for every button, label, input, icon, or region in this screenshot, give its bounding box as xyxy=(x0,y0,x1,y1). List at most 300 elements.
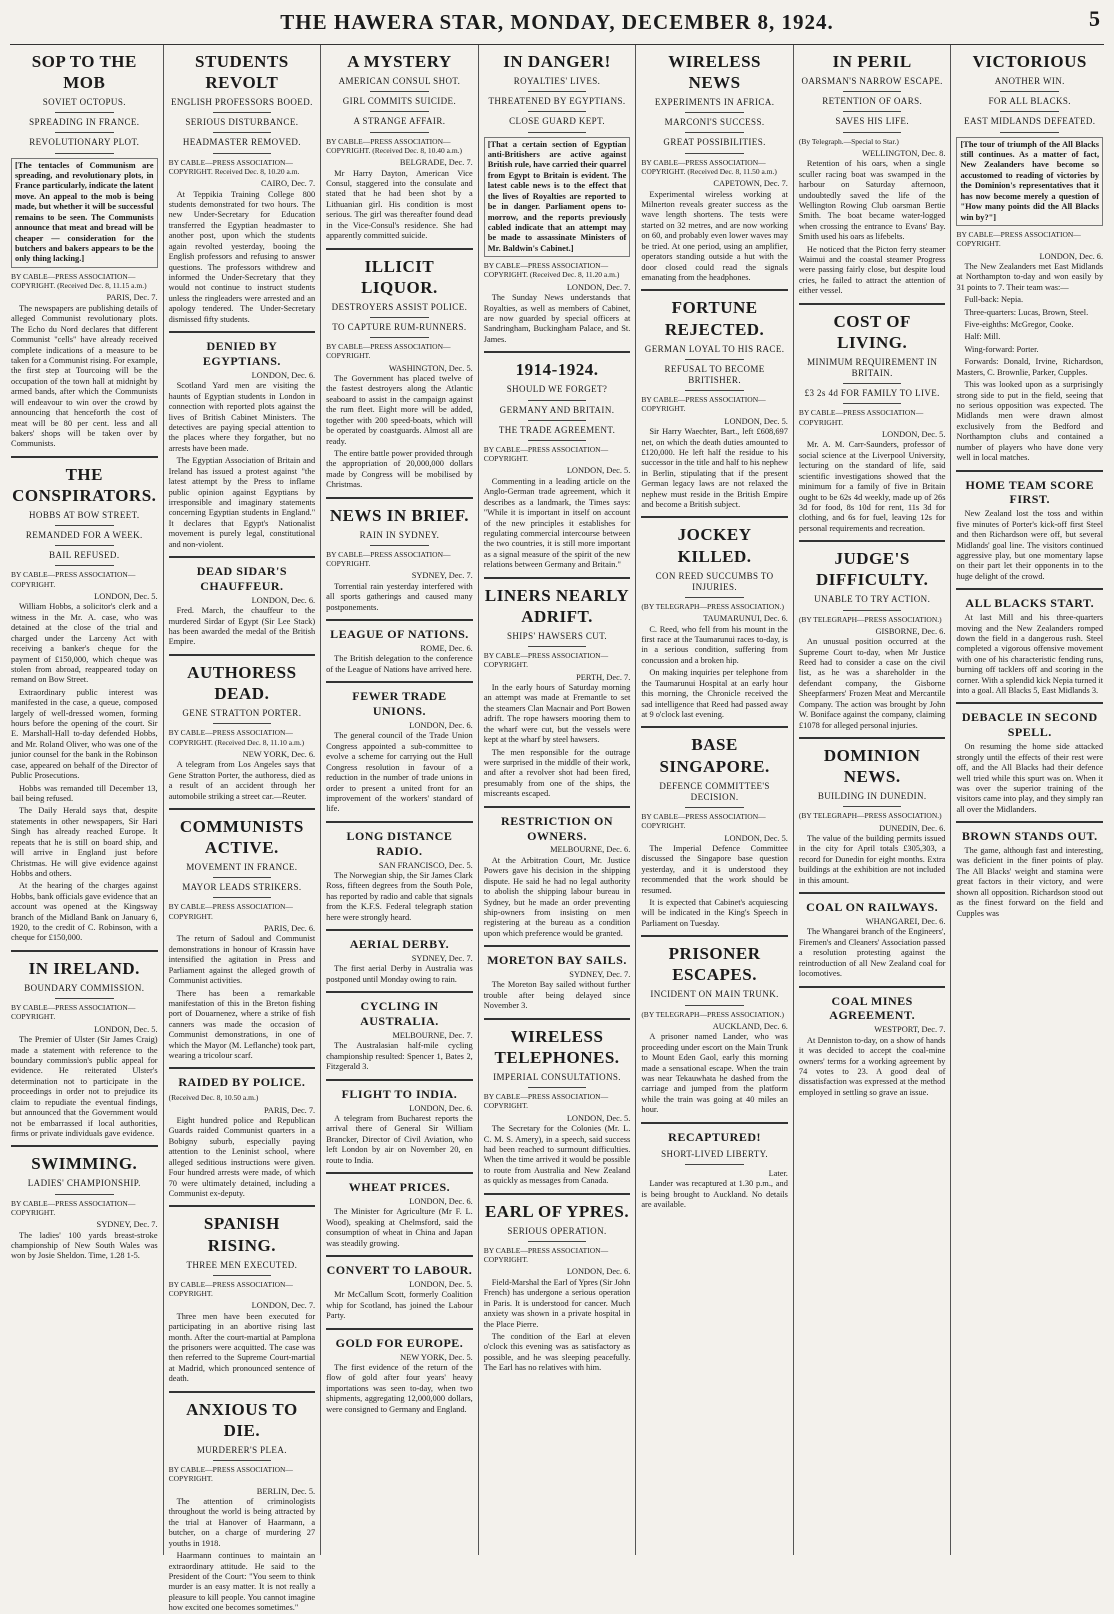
article-paragraph: He noticed that the Picton ferry steamer Waimui and the coastal steamer Progress were passing fairly close, but despite loud cries, he failed to attract the attention of either vessel. xyxy=(798,244,946,296)
article xyxy=(326,1172,473,1249)
article-headline: DOMINION NEWS. xyxy=(823,746,921,787)
article-subheading: DESTROYERS ASSIST POLICE. xyxy=(331,301,468,312)
divider xyxy=(55,998,114,999)
article-dateline: CAIRO, Dec. 7. xyxy=(260,179,316,189)
divider xyxy=(685,807,744,808)
article-paragraph: The Premier of Ulster (Sir James Craig) made a statement with reference to the boundary commission's public appeal for evidence. He reiterated Ulster's determination not to participate in the proceedings in order not to prejudice its claim to repudiate the eventual findings, but announced that the Government would not be embarrassed if local authorities, firms or private individuals gave evidence. xyxy=(11,1035,158,1138)
article xyxy=(799,51,946,297)
article-subheading: ROYALTIES' LIVES. xyxy=(513,76,601,87)
article-byline: BY CABLE—PRESS ASSOCIATION—COPYRIGHT. xyxy=(956,229,1081,249)
article-dateline: LONDON, Dec. 6. xyxy=(409,1103,473,1113)
article-subheading: SPREADING IN FRANCE. xyxy=(29,117,140,128)
article-separator xyxy=(799,303,946,305)
article-dateline: SYDNEY, Dec. 7. xyxy=(411,954,473,963)
article-paragraph: Half: Mill. xyxy=(964,332,1001,342)
article-dateline: WHANGAREI, Dec. 6. xyxy=(865,917,946,927)
article-subheading: ANOTHER WIN. xyxy=(994,76,1065,87)
article-separator xyxy=(169,556,316,558)
column xyxy=(6,45,164,1555)
divider xyxy=(528,111,587,112)
article-headline: LONG DISTANCE RADIO. xyxy=(346,828,453,858)
article-headline: BASE SINGAPORE. xyxy=(659,735,770,776)
article-separator xyxy=(641,1122,788,1124)
article-separator xyxy=(326,821,473,823)
article-paragraph: William Hobbs, a solicitor's clerk and a witness in the Mr. A. case, who was detained at the close of the trial and charged under the Larceny Act with receiving a banker's cheque for the payment of £150,000, which cheque was stolen from abroad, reappeared today on remand on Bow Street. xyxy=(11,602,158,685)
article-paragraph: The return of Sadoul and Communist demonstrations in honour of Krassin have intensified the agitation in Press and Parliament against the alleged growth of Communist activities. xyxy=(168,934,316,986)
article-dateline: LONDON, Dec. 5. xyxy=(409,1279,473,1289)
article xyxy=(169,331,316,550)
article-headline: IN PERIL xyxy=(832,52,912,71)
article-subheading: GERMANY AND BRITAIN. xyxy=(499,404,615,415)
article-headline: EARL OF YPRES. xyxy=(484,1201,630,1221)
article-headline: JOCKEY KILLED. xyxy=(677,525,752,566)
article-dateline: LONDON, Dec. 6. xyxy=(409,1196,473,1206)
article-byline: (BY TELEGRAPH—PRESS ASSOCIATION.) xyxy=(641,1009,785,1019)
article-subheading: THREATENED BY EGYPTIANS. xyxy=(488,96,626,107)
divider xyxy=(843,383,902,384)
article-dateline: LONDON, Dec. 7. xyxy=(251,1301,316,1311)
article-paragraph: The Norwegian ship, the Sir James Clark Ross, fifteen degrees from the South Pole, has reported by radio and cable that signals from the K.F.S. Federal telegraph station here were strongly heard. xyxy=(326,871,473,922)
divider xyxy=(213,112,272,113)
article-subheading: SERIOUS DISTURBANCE. xyxy=(185,117,299,128)
article xyxy=(169,654,316,802)
article-paragraph: A prisoner named Lander, who was proceeding under escort on the Main Trunk to Mount Eden Gaol, early this morning made a sensational escape. When the train was near Tekauwhata he dashed from the carriage and jumped from the platform while the train was going at 40 miles an hour. xyxy=(641,1032,788,1115)
article-byline: BY CABLE—PRESS ASSOCIATION—COPYRIGHT. xyxy=(641,395,766,414)
column xyxy=(164,45,322,1613)
divider xyxy=(843,403,902,404)
article-headline: PRISONER ESCAPES. xyxy=(668,944,761,985)
article-dateline: LONDON, Dec. 5. xyxy=(94,1024,158,1034)
divider xyxy=(685,390,744,391)
article-paragraph: The first evidence of the return of the flow of gold after four years' heavy importations was seen to-day, when two shipments, aggregating 12,000,000 dollars, were consigned to Germany and England. xyxy=(326,1362,473,1414)
article-headline: MORETON BAY SAILS. xyxy=(487,953,627,968)
article-headline: WHEAT PRICES. xyxy=(348,1180,451,1195)
article-subheading: INCIDENT ON MAIN TRUNK. xyxy=(650,989,779,1000)
article-headline: BROWN STANDS OUT. xyxy=(961,829,1098,844)
article-subheading: AMERICAN CONSUL SHOT. xyxy=(338,76,461,87)
article-dateline: NEW YORK, Dec. 6. xyxy=(242,749,316,759)
article-dateline: LONDON, Dec. 7. xyxy=(566,282,631,292)
divider xyxy=(213,723,272,724)
article-paragraph: Scotland Yard men are visiting the haunts of Egyptian students in London in connection with reported plots against the lives of British Cabinet Ministers. The detectives are paying special attention to the places where they forgather, but no arrests have been made. xyxy=(168,381,316,453)
article-intro: [The tentacles of Communism are spreading, and revolutionary plots, in France particularly, indicate the latent move. An appeal to the mob is being made, but whether it will be successful remains to be seen. The Communists announce that meat and bread will be cheaper — consideration for the butchers and bakers appears to be the only thing lacking.] xyxy=(11,158,158,268)
article-paragraph: The entire battle power provided through the appropriation of 20,000,000 dollars made by Congress will be mobilised by Christmas. xyxy=(326,448,473,490)
article-paragraph: Sir Harry Waechter, Bart., left £608,697 net, on which the death duties amounted to £120,000. He left half the residue to his successor in the title and half to his nephew in Berlin, stipulating that if the present German legacy laws are not relaxed the nephew must reside in the British Empire and become a British subject. xyxy=(641,427,788,510)
newspaper-title: THE HAWERA STAR, MONDAY, DECEMBER 8, 1924. xyxy=(280,9,834,34)
article xyxy=(799,986,946,1099)
article-headline: VICTORIOUS xyxy=(972,52,1087,71)
article-paragraph: At Denniston to-day, on a show of hands it was decided to accept the coal-mine owners' terms for a working agreement by 74 votes to 23. A good deal of dissatisfaction was expressed at the method employed in settling so grave an issue. xyxy=(798,1035,946,1097)
article-paragraph: There has been a remarkable manifestation of this in the Breton fishing port of Douarnenez, where a strike of fish canners was made the occasion of Communist demonstrations, in one of which the Mayor (M. Leflanche) took part, wearing a tricolour scarf. xyxy=(168,988,316,1061)
article-paragraph: Field-Marshal the Earl of Ypres (Sir John French) has undergone a serious operation in Paris. It is understood for cancer. Much anxiety was shown in a private hospital in the Place Pierre. xyxy=(483,1277,631,1329)
article xyxy=(484,351,631,570)
divider xyxy=(55,132,114,133)
article-paragraph: The Whangarei branch of the Engineers', Firemen's and Cleaners' Association passed a resolution protesting against the reintroduction of all New Zealand coal for locomotives. xyxy=(798,927,946,979)
article-subheading: MURDERER'S PLEA. xyxy=(196,1444,287,1455)
article-headline: RECAPTURED! xyxy=(668,1129,762,1144)
article-separator xyxy=(11,950,158,952)
article xyxy=(326,619,473,675)
divider xyxy=(213,153,272,154)
article-dateline: PARIS, Dec. 7. xyxy=(106,293,158,303)
article xyxy=(956,702,1103,815)
divider xyxy=(370,111,429,112)
article-headline: COMMUNISTS ACTIVE. xyxy=(179,816,304,857)
article xyxy=(11,456,158,944)
article-paragraph: New Zealand lost the toss and within five minutes of Porter's kick-off first Steel and then Richardson were off, but several Midlands' goal line. The visitors continued aggressive play, but one momentary lapse on their part let their opponents in to the huge delight of the crowd. xyxy=(956,509,1104,581)
article-byline: BY CABLE—PRESS ASSOCIATION—COPYRIGHT. xyxy=(168,1279,293,1299)
article-paragraph: Hobbs was remanded till December 13, bail being refused. xyxy=(11,783,158,803)
divider xyxy=(55,1194,114,1195)
divider xyxy=(685,359,744,360)
article-subheading: £3 2s 4d FOR FAMILY TO LIVE. xyxy=(804,388,940,399)
article-dateline: LONDON, Dec. 6. xyxy=(566,1267,631,1277)
divider xyxy=(685,597,744,598)
newspaper-columns xyxy=(6,45,1108,1613)
article xyxy=(641,51,788,283)
article-paragraph: The attention of criminologists throughout the world is being attracted by the trial at Hanover of Haarmann, a butcher, on a charge of murdering 27 youths in 1918. xyxy=(168,1497,316,1548)
divider xyxy=(843,610,902,611)
article-headline: SWIMMING. xyxy=(31,1154,138,1174)
article-separator xyxy=(326,1328,473,1330)
article-paragraph: On resuming the home side attacked strongly until the effects of their rest were off, and the All Blacks had their defence well tried while this spurt was on. When it was over the superior training of the visitors came into play, and they simply ran all over the Midlanders. xyxy=(956,742,1104,814)
article xyxy=(641,1122,788,1211)
article-paragraph: Fred. March, the chauffeur to the murdered Sirdar of Egypt (Sir Lee Stack) has been awarded the medal of the British Empire. xyxy=(168,606,316,647)
article-paragraph: The New Zealanders met East Midlands at Northampton to-day and won easily by 31 points to 7. Their team was:— xyxy=(956,261,1104,292)
article-headline: ALL BLACKS START. xyxy=(965,596,1095,611)
article xyxy=(641,726,788,929)
article-separator xyxy=(484,945,631,947)
article-separator xyxy=(326,1255,473,1257)
article-separator xyxy=(641,726,788,728)
article-byline: (By Telegraph.—Special to Star.) xyxy=(798,136,899,146)
article-separator xyxy=(799,892,946,894)
article-paragraph: The value of the building permits issued in the city for April totals £305,303, a record for Dunedin for eight months. Extra buildings at the exhibition are not included in this amount. xyxy=(798,834,946,885)
article-byline: BY CABLE—PRESS ASSOCIATION—COPYRIGHT. xyxy=(483,1245,609,1265)
divider xyxy=(370,132,429,133)
article-subheading: CLOSE GUARD KEPT. xyxy=(509,116,605,127)
article-byline: BY CABLE—PRESS ASSOCIATION—COPYRIGHT. xyxy=(798,408,924,427)
divider xyxy=(528,440,587,441)
article xyxy=(956,470,1103,583)
article-separator xyxy=(484,351,631,353)
divider xyxy=(528,646,587,647)
article-separator xyxy=(956,702,1103,704)
article-dateline: SYDNEY, Dec. 7. xyxy=(569,970,631,980)
article-byline: BY CABLE—PRESS ASSOCIATION—COPYRIGHT. (Received Dec. 8, 10.40 a.m.) xyxy=(326,136,463,155)
divider xyxy=(370,317,429,318)
divider xyxy=(55,153,114,154)
article-paragraph: The Sunday News understands that Royalties, as well as members of Cabinet, are now guarded by special officers at Sandringham, Buckingham Palace, and St. James. xyxy=(483,293,631,344)
article-dateline: PARIS, Dec. 7. xyxy=(264,1105,316,1115)
article xyxy=(799,892,946,979)
article-dateline: BERLIN, Dec. 5. xyxy=(256,1486,316,1496)
divider xyxy=(213,1460,272,1461)
article xyxy=(326,681,473,815)
article-byline: BY CABLE—PRESS ASSOCIATION—COPYRIGHT. (Received Dec. 8, 11.15 a.m.) xyxy=(11,271,147,291)
article-headline: FEWER TRADE UNIONS. xyxy=(352,689,447,719)
article-separator xyxy=(326,1172,473,1174)
article-paragraph: Full-back: Nepia. xyxy=(964,295,1024,305)
divider xyxy=(370,545,429,546)
article xyxy=(956,821,1103,919)
article-separator xyxy=(326,497,473,499)
divider xyxy=(843,806,902,807)
article-separator xyxy=(169,654,316,656)
article-subheading: BAIL REFUSED. xyxy=(49,550,120,561)
article-headline: SPANISH RISING. xyxy=(203,1214,280,1255)
article-byline: (BY TELEGRAPH—PRESS ASSOCIATION.) xyxy=(641,601,785,611)
article-separator xyxy=(799,737,946,739)
article-headline: ILLICIT LIQUOR. xyxy=(361,256,438,297)
article-byline: BY CABLE—PRESS ASSOCIATION—COPYRIGHT. xyxy=(483,444,609,464)
article-paragraph: At last Mill and his three-quarters moving and the New Zealanders romped down the field in a dangerous rush. Steel completed a vigorous offensive movement with one of his characteristic fending runs, burning off tacklers off and scoring in the corner. With a splendid kick Nepia turned it into a goal. All Blacks 5, East Midlands 3. xyxy=(956,613,1104,696)
article-subheading: THE TRADE AGREEMENT. xyxy=(498,424,616,435)
article-paragraph: Eight hundred police and Republican Guards raided Communist quarters in a Bobigny suburb, especially paying attention to the Leninist school, where alleged seditious instructions were given. Four hundred arrests were made, of which 70 were ultimately detained, including a Communist ex-deputy. xyxy=(168,1116,316,1199)
divider xyxy=(528,132,587,133)
article-byline: BY CABLE—PRESS ASSOCIATION—COPYRIGHT. xyxy=(168,902,293,921)
article-dateline: DUNEDIN, Dec. 6. xyxy=(879,823,946,833)
article-headline: LINERS NEARLY ADRIFT. xyxy=(484,585,630,626)
article-separator xyxy=(799,986,946,988)
article-dateline: LONDON, Dec. 5. xyxy=(724,416,788,426)
article-dateline: WELLINGTON, Dec. 8. xyxy=(862,148,946,158)
divider xyxy=(685,1164,744,1165)
article-byline: BY CABLE—PRESS ASSOCIATION—COPYRIGHT. xyxy=(11,1003,136,1022)
article-dateline: ROME, Dec. 6. xyxy=(420,644,473,654)
article-subheading: SOVIET OCTOPUS. xyxy=(42,97,126,108)
article-paragraph: On making inquiries per telephone from the Taumarunui Hospital at an early hour this morning, the Chronicle received the sad intelligence that Reed had passed away at 9 o'clock last evening. xyxy=(641,668,788,720)
article xyxy=(956,51,1103,464)
article-subheading: CON REED SUCCUMBS TO INJURIES. xyxy=(655,570,774,592)
article-dateline: Later. xyxy=(768,1168,788,1178)
article xyxy=(799,540,946,731)
article-headline: GOLD FOR EUROPE. xyxy=(335,1335,464,1350)
article-dateline: LONDON, Dec. 5. xyxy=(566,466,631,476)
column xyxy=(794,45,952,1555)
article-separator xyxy=(641,516,788,518)
article-dateline: LONDON, Dec. 6. xyxy=(251,370,316,380)
article-subheading: GENE STRATTON PORTER. xyxy=(182,708,302,719)
article xyxy=(956,588,1103,696)
article-dateline: PERTH, Dec. 7. xyxy=(576,672,631,682)
masthead xyxy=(10,0,1104,45)
article-dateline: SYDNEY, Dec. 7. xyxy=(96,1220,158,1230)
article xyxy=(641,935,788,1115)
article-subheading: REVOLUTIONARY PLOT. xyxy=(29,137,140,148)
article-subheading: OARSMAN'S NARROW ESCAPE. xyxy=(801,76,943,87)
article-separator xyxy=(169,1067,316,1069)
article-dateline: PARIS, Dec. 6. xyxy=(264,923,316,933)
article-subheading: BOUNDARY COMMISSION. xyxy=(24,982,145,993)
article-byline: (Received Dec. 8, 10.50 a.m.) xyxy=(168,1093,259,1103)
article xyxy=(799,737,946,886)
article-paragraph: The condition of the Earl at eleven o'clock this evening was as satisfactory as possible, and he was sleeping peacefully. The Earl has no relatives with him. xyxy=(483,1331,631,1373)
article-separator xyxy=(326,929,473,931)
article-byline: BY CABLE—PRESS ASSOCIATION—COPYRIGHT. Received Dec. 8, 10.20 a.m. xyxy=(168,157,300,176)
article-paragraph: At Teppikia Training College 800 students demonstrated for two hours. The new Under-Secretary for Education transferred the Egyptian headmaster to another post, upon which the students again revolted yesterday, booing the English professors and refusing to answer questions. The professors withdrew and informed the Under-Secretary that they would not continue to instruct students unless the ringleaders were arrested and an apology tendered. The Under-Secretary dismissed fifty students. xyxy=(168,189,316,324)
divider xyxy=(1000,132,1059,133)
article-byline: BY CABLE—PRESS ASSOCIATION—COPYRIGHT. (Received Dec. 8, 11.20 a.m.) xyxy=(483,261,620,280)
article-paragraph: Torrential rain yesterday interfered with all sports gatherings and caused many postponements. xyxy=(326,581,473,612)
article xyxy=(11,1145,158,1262)
article-headline: HOME TEAM SCORE FIRST. xyxy=(965,477,1095,507)
article-subheading: SHOULD WE FORGET? xyxy=(506,384,608,395)
article-headline: THE CONSPIRATORS. xyxy=(12,464,157,505)
article-paragraph: Haarmann continues to maintain an extraordinary attitude. He said to the President of the Court: "You seem to think murder is an easy matter. It is not really a pleasure to kill people. You cannot imagine how excited one becomes sometimes." xyxy=(168,1551,316,1613)
article-dateline: MELBOURNE, Dec. 6. xyxy=(550,845,631,855)
article xyxy=(169,808,316,1062)
article-paragraph: Mr. A. M. Carr-Saunders, professor of social science at the Liverpool University, lecturing on the standard of life, said scientific investigations showed that the minimum for a family of five in Britain ought to be 62s 4d weekly, made up of 26s 3d for food, 8s 10d for rent, 11s 3d for clothing, and 6s for fuel, leaving 12s for personal requirements and recreation. xyxy=(798,440,946,533)
article-separator xyxy=(326,681,473,683)
article-subheading: MAYOR LEADS STRIKERS. xyxy=(182,882,302,893)
article xyxy=(326,1079,473,1166)
article-headline: AERIAL DERBY. xyxy=(349,937,450,952)
article-byline: BY CABLE—PRESS ASSOCIATION—COPYRIGHT. xyxy=(483,650,609,670)
article-headline: NEWS IN BRIEF. xyxy=(329,505,469,525)
article-subheading: MOVEMENT IN FRANCE. xyxy=(186,862,298,873)
page-number: 5 xyxy=(1089,6,1100,31)
article-separator xyxy=(484,1018,631,1020)
article-byline: BY CABLE—PRESS ASSOCIATION—COPYRIGHT. (Received Dec. 8, 11.10 a.m.) xyxy=(168,728,305,747)
article-subheading: GIRL COMMITS SUICIDE. xyxy=(342,96,457,107)
article-dateline: WESTPORT, Dec. 7. xyxy=(874,1025,946,1035)
column xyxy=(636,45,794,1555)
article xyxy=(11,950,158,1139)
article xyxy=(484,945,631,1012)
article-subheading: LADIES' CHAMPIONSHIP. xyxy=(27,1178,141,1189)
article-subheading: IMPERIAL CONSULTATIONS. xyxy=(493,1071,621,1082)
article-separator xyxy=(956,588,1103,590)
article xyxy=(484,1193,631,1374)
article-headline: DEBACLE IN SECOND SPELL. xyxy=(961,710,1098,740)
divider xyxy=(55,112,114,113)
article xyxy=(169,556,316,648)
article-paragraph: It is expected that Cabinet's acquiescing will be indicated in the King's Speech in Parliament on Tuesday. xyxy=(641,898,788,928)
article-subheading: SHORT-LIVED LIBERTY. xyxy=(661,1148,769,1159)
article-headline: FLIGHT TO INDIA. xyxy=(341,1086,458,1101)
article-separator xyxy=(484,1193,631,1195)
article xyxy=(484,51,631,345)
article-subheading: REFUSAL TO BECOME BRITISHER. xyxy=(664,363,765,385)
divider xyxy=(213,877,272,878)
divider xyxy=(685,112,744,113)
article-separator xyxy=(326,991,473,993)
article-headline: RESTRICTION ON OWNERS. xyxy=(501,813,614,843)
article-subheading: HEADMASTER REMOVED. xyxy=(182,137,301,148)
article-headline: RAIDED BY POLICE. xyxy=(178,1075,306,1090)
article-paragraph: The Moreton Bay sailed without further trouble after being delayed since November 3. xyxy=(483,980,631,1011)
article-subheading: SERIOUS OPERATION. xyxy=(507,1225,607,1236)
divider xyxy=(55,525,114,526)
divider xyxy=(213,132,272,133)
article-subheading: MARCONI'S SUCCESS. xyxy=(664,117,765,128)
article xyxy=(326,991,473,1072)
divider xyxy=(213,1275,272,1276)
article-headline: 1914-1924. xyxy=(515,360,599,380)
article-subheading: REMANDED FOR A WEEK. xyxy=(25,530,143,541)
article-dateline: LONDON, Dec. 5. xyxy=(566,1113,631,1123)
article-dateline: AUCKLAND, Dec. 6. xyxy=(712,1021,788,1031)
article-byline: BY CABLE—PRESS ASSOCIATION—COPYRIGHT. xyxy=(11,570,136,589)
article-subheading: SAVES HIS LIFE. xyxy=(835,116,909,127)
article-subheading: MINIMUM REQUIREMENT IN BRITAIN. xyxy=(807,356,938,379)
article-paragraph: A telegram from Bucharest reports the arrival there of General Sir William Brancker, Director of Civil Aviation, who left London by air on November 20, en route to India. xyxy=(326,1114,473,1165)
article-headline: IN IRELAND. xyxy=(28,958,140,978)
article-byline: BY CABLE—PRESS ASSOCIATION—COPYRIGHT. xyxy=(483,1092,609,1111)
divider xyxy=(213,897,272,898)
article-headline: COST OF LIVING. xyxy=(833,311,911,352)
article xyxy=(326,51,473,242)
article xyxy=(326,929,473,985)
article-paragraph: Commenting in a leading article on the Anglo-German trade agreement, which it describes as a landmark, the Times says: "While it is important in itself on account of the new principles it establishes for regulating commercial intercourse between the two countries, it is still more important as a signal measure of the spirit of the new relations between Germany and Britain." xyxy=(483,476,631,570)
article-paragraph: The ladies' 100 yards breast-stroke championship of New South Wales was won by Josie Sheldon. Time, 1.28 1-5. xyxy=(11,1230,158,1261)
article-separator xyxy=(484,577,631,579)
article-byline: (BY TELEGRAPH—PRESS ASSOCIATION.) xyxy=(798,811,942,821)
article-paragraph: The first aerial Derby in Australia was postponed until Monday owing to rain. xyxy=(326,964,473,984)
divider xyxy=(1000,111,1059,112)
article-byline: (BY TELEGRAPH—PRESS ASSOCIATION.) xyxy=(798,614,942,624)
article-separator xyxy=(11,1145,158,1147)
article-headline: CONVERT TO LABOUR. xyxy=(326,1263,473,1278)
article-paragraph: The game, although fast and interesting, was deficient in the finer points of play. The All Blacks' weight and stamina were great factors in their victory, and were shown all opposition. Richardson stood out as the finest forward on the field and Cupples was xyxy=(956,846,1104,918)
divider xyxy=(685,132,744,133)
article xyxy=(169,1205,316,1384)
article-headline: ANXIOUS TO DIE. xyxy=(186,1399,298,1440)
article-subheading: RAIN IN SYDNEY. xyxy=(359,529,440,540)
article-separator xyxy=(956,470,1103,472)
article-dateline: BELGRADE, Dec. 7. xyxy=(399,158,473,168)
article-paragraph: Extraordinary public interest was manifested in the case, a queue, composed largely of well-dressed women, forming hours before the opening of the court. Sir E. Marshall-Hall to-day defended Hobbs, and Mr. Roland Oliver, who was one of the junior counsel for the bank in the Robinson case, appeared on behalf of the Director of Public Prosecutions. xyxy=(11,687,158,781)
article-headline: LEAGUE OF NATIONS. xyxy=(330,627,469,642)
column xyxy=(951,45,1108,1555)
article-subheading: EXPERIMENTS IN AFRICA. xyxy=(654,97,775,108)
article-paragraph: At the Arbitration Court, Mr. Justice Powers gave his decision in the shipping dispute. He said he had no legal authority to abolish the shipping labour bureau in Sydney, but he made an order preventing ship-owners from insisting on men registering at the bureau as a condition upon which preference would be granted. xyxy=(483,855,631,938)
article-byline: BY CABLE—PRESS ASSOCIATION—COPYRIGHT. xyxy=(168,1465,293,1484)
article-subheading: A STRANGE AFFAIR. xyxy=(353,116,446,127)
article-subheading: GREAT POSSIBILITIES. xyxy=(663,137,766,148)
article-dateline: LONDON, Dec. 6. xyxy=(251,595,316,605)
divider xyxy=(685,153,744,154)
article-headline: COAL MINES AGREEMENT. xyxy=(829,993,916,1023)
article-subheading: THREE MEN EXECUTED. xyxy=(186,1259,298,1270)
article-dateline: WASHINGTON, Dec. 5. xyxy=(388,363,473,373)
article-subheading: BUILDING IN DUNEDIN. xyxy=(817,791,927,802)
article-subheading: EAST MIDLANDS DEFEATED. xyxy=(964,116,1096,127)
article-headline: CYCLING IN AUSTRALIA. xyxy=(360,999,439,1029)
article-paragraph: The Imperial Defence Committee discussed the Singapore base question yesterday, and it is understood they recommended that the work should be resumed. xyxy=(641,843,788,895)
article-separator xyxy=(799,540,946,542)
article-dateline: LONDON, Dec. 5. xyxy=(724,833,788,843)
divider xyxy=(528,1241,587,1242)
divider xyxy=(370,337,429,338)
article-dateline: LONDON, Dec. 6. xyxy=(1039,251,1104,261)
article-dateline: LONDON, Dec. 6. xyxy=(409,721,473,731)
article-paragraph: An unusual position occurred at the Supreme Court to-day, when Mr Justice Reed had to consider a case on the civil list, as he was a shareholder in the defendant company, the Gisborne Sheepfarmers' Frozen Meat and Mercantile Company. The action was brought by John W. Boniface against the company, claiming £1078 for alleged personal injuries. xyxy=(798,637,946,730)
article-subheading: HOBBS AT BOW STREET. xyxy=(29,509,140,520)
article-subheading: FOR ALL BLACKS. xyxy=(988,96,1071,107)
divider xyxy=(528,420,587,421)
article-paragraph: Forwards: Donald, Irvine, Richardson, Masters, C. Brownlie, Parker, Cupples. xyxy=(956,357,1104,377)
article-paragraph: The men responsible for the outrage were surprised in the middle of their work, and after a revolver shot had been fired, presumably from one of the ships, the miscreants escaped. xyxy=(483,747,631,799)
article-paragraph: The Australasian half-mile cycling championship resulted: Spencer 1, Bates 2, Fitzgerald 3. xyxy=(326,1041,473,1072)
article-headline: WIRELESS NEWS xyxy=(668,52,762,93)
article-headline: FORTUNE REJECTED. xyxy=(664,298,765,339)
article-paragraph: Retention of his oars, when a single sculler racing boat was swamped in the harbour on Saturday afternoon, undoubtedly saved the life of the Wellington Rowing Club oarsman Bertie Smith. The boat became water-logged when crossing the entrance to Evans' Bay. Smith used his oars as lifebelts. xyxy=(798,159,946,242)
article-separator xyxy=(641,289,788,291)
article xyxy=(169,51,316,325)
article-paragraph: The newspapers are publishing details of alleged Communist revolutionary plots. The Echo du Nord declares that different Communist "cells" have already received complete indications of a measure to be taken for a Communist rising. For example, the first step at Tourcoing will be the occupation of the town hall at midnight by armed bands, after which the Communists will endeavour to win over the crowd by announcing that henceforth the cost of meat will be 80 per cent. less and all bakers' shops will be taken over by Communists. xyxy=(11,303,158,449)
